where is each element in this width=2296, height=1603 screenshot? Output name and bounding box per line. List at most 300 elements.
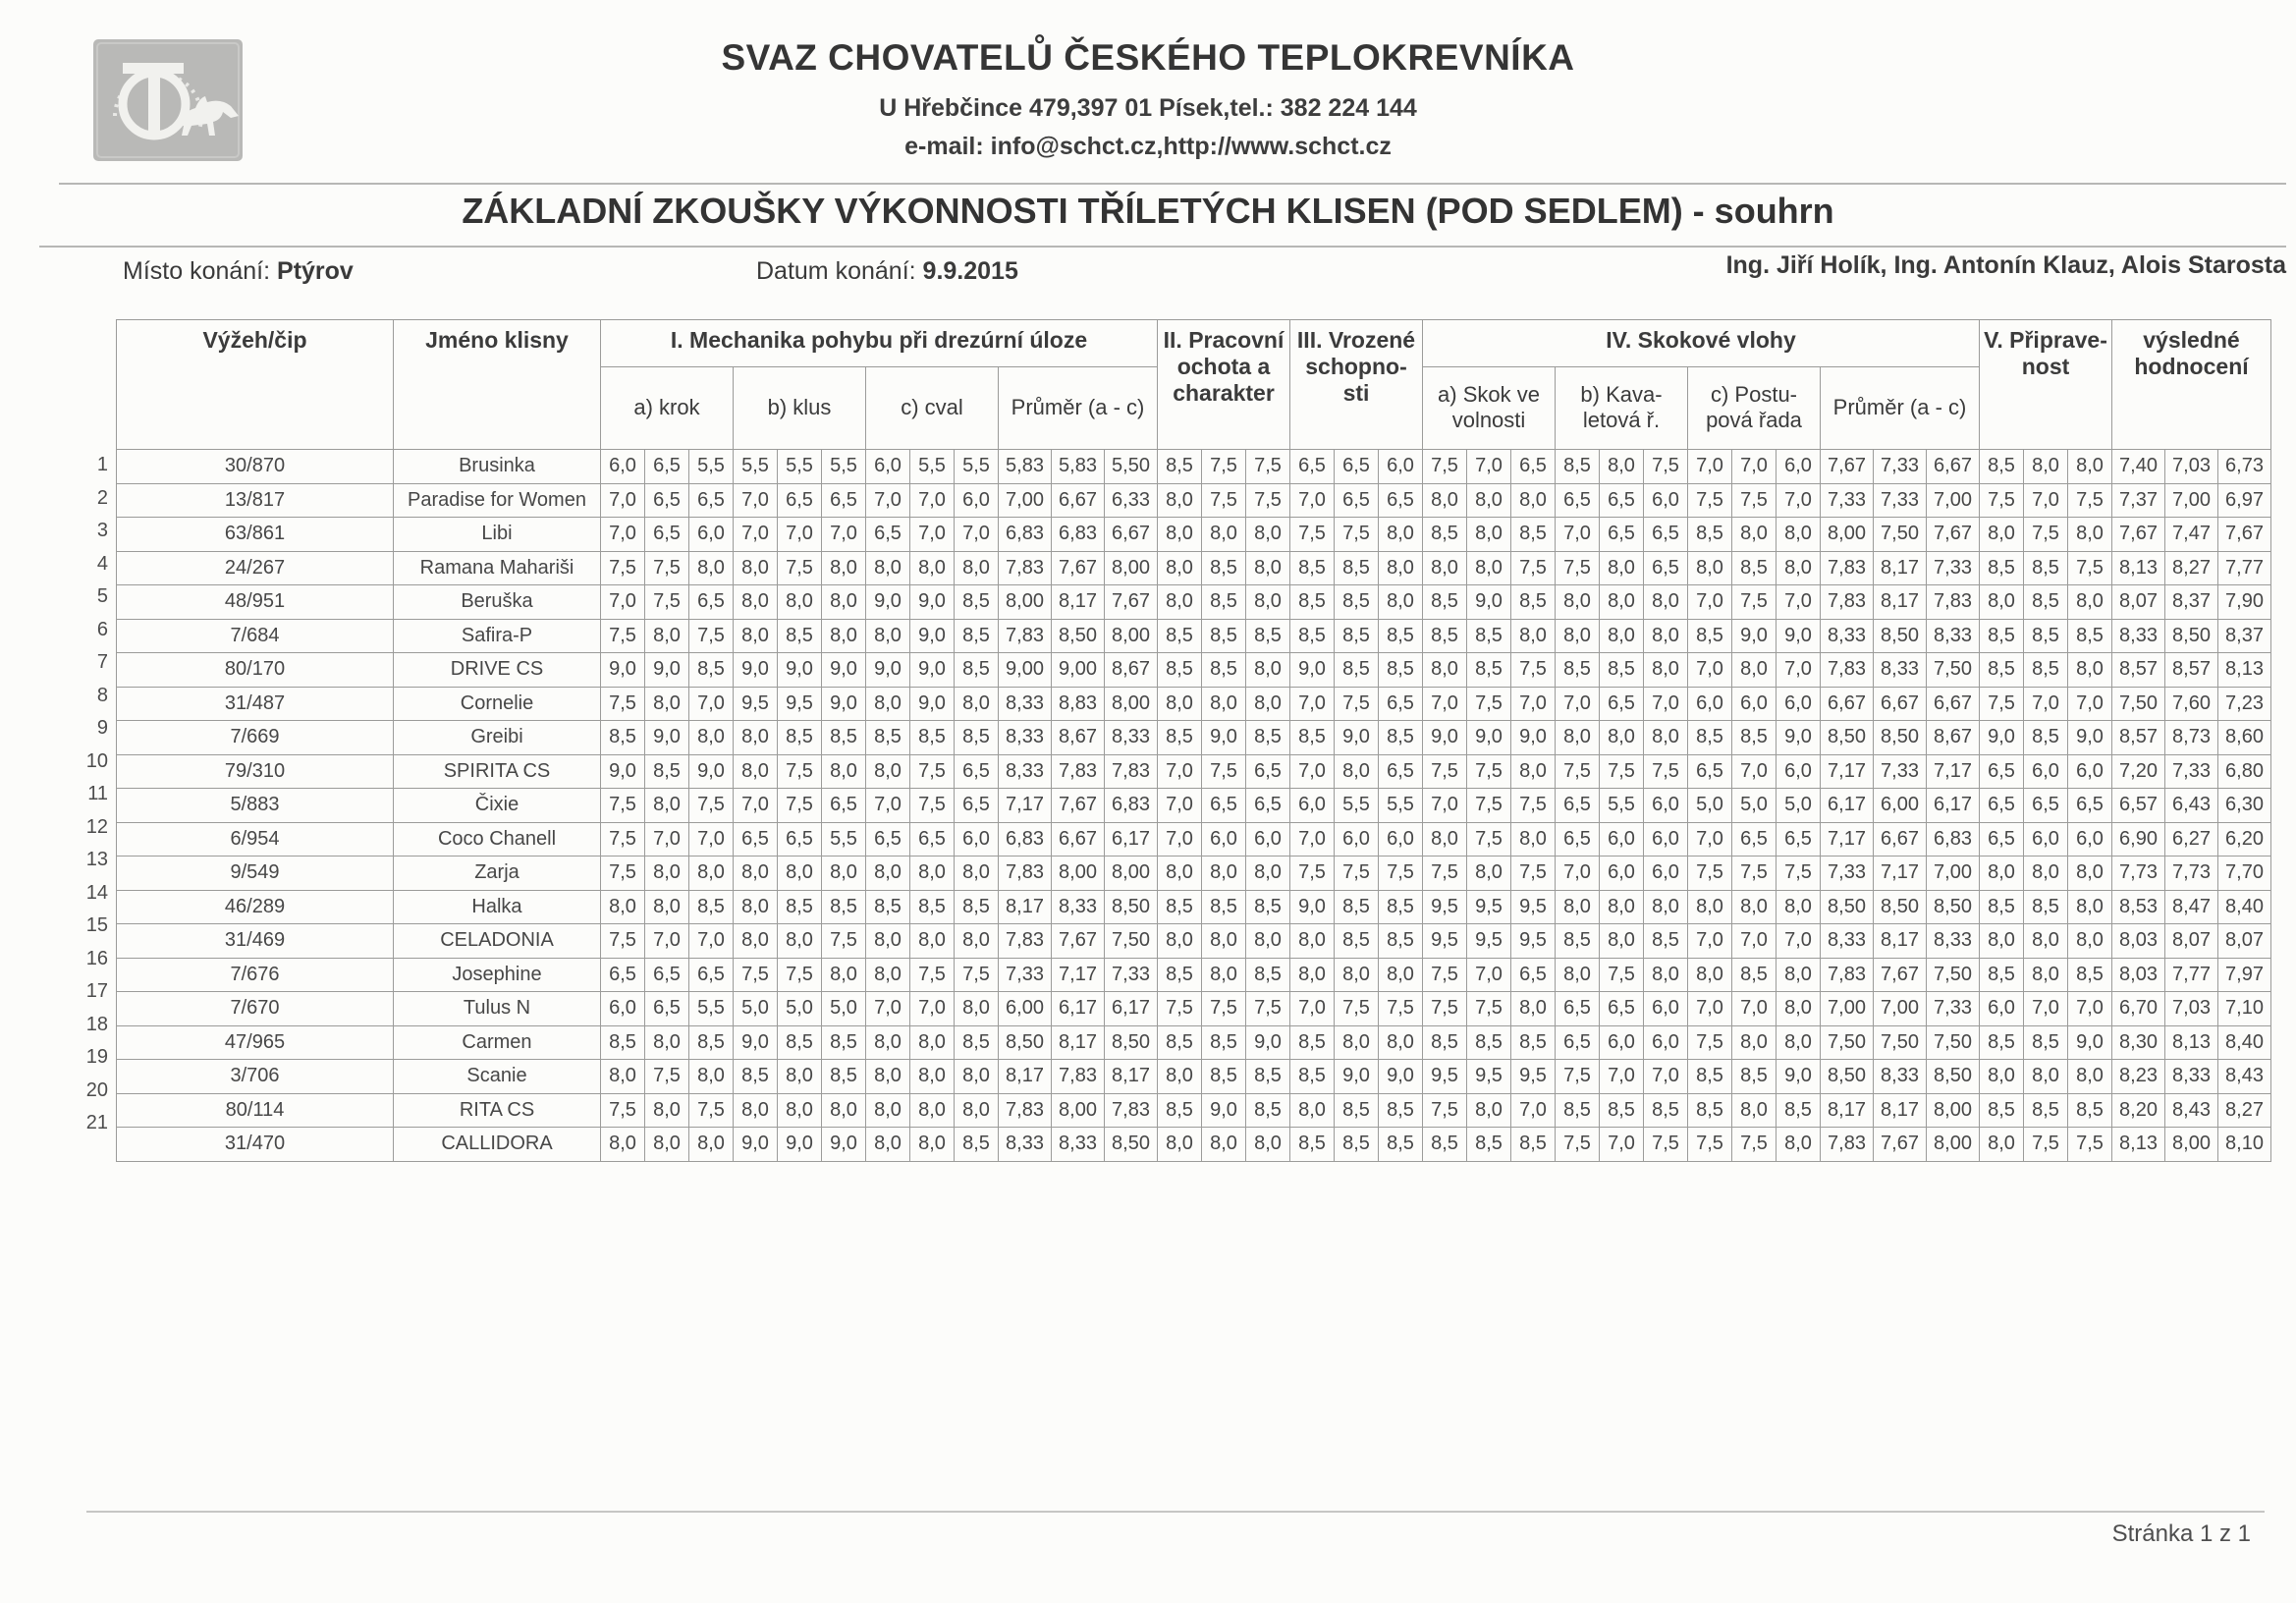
- cell-score-skok-2: 8,0: [1467, 1093, 1511, 1128]
- cell-score-II-1: 8,0: [1158, 483, 1202, 518]
- cell-score-V-2: 8,5: [2024, 721, 2068, 755]
- cell-score-kava-1: 7,5: [1556, 551, 1600, 585]
- cell-score-prum4-3: 8,33: [1927, 619, 1980, 653]
- cell-score-cval-3: 8,5: [955, 721, 999, 755]
- cell-score-prum1-1: 7,83: [999, 924, 1052, 959]
- cell-mare-name: Libi: [394, 518, 601, 552]
- org-name: SVAZ CHOVATELŮ ČESKÉHO TEPLOKREVNÍKA: [721, 37, 1575, 78]
- cell-score-skok-2: 9,5: [1467, 890, 1511, 924]
- cell-score-prum1-3: 6,83: [1105, 789, 1158, 823]
- results-table-header: [117, 320, 2271, 450]
- cell-score-skok-3: 8,5: [1511, 518, 1556, 552]
- col-header-vyzeh: Výžeh/čip: [117, 320, 394, 450]
- cell-score-III-2: 8,5: [1335, 551, 1379, 585]
- cell-score-cval-2: 5,5: [910, 450, 955, 484]
- cell-score-postup-2: 7,5: [1732, 857, 1777, 891]
- cell-score-kava-3: 6,0: [1644, 1025, 1688, 1060]
- cell-score-skok-3: 7,5: [1511, 789, 1556, 823]
- cell-score-kava-2: 8,0: [1600, 924, 1644, 959]
- cell-score-krok-3: 8,5: [689, 890, 734, 924]
- cell-score-prum4-1: 8,33: [1821, 619, 1874, 653]
- table-row: [117, 653, 2271, 688]
- cell-score-krok-2: 7,0: [645, 822, 689, 857]
- cell-score-vysledne-3: 8,10: [2218, 1128, 2271, 1162]
- cell-score-cval-2: 8,0: [910, 924, 955, 959]
- cell-score-V-2: 8,5: [2024, 1025, 2068, 1060]
- cell-score-kava-3: 8,0: [1644, 721, 1688, 755]
- cell-score-prum4-2: 7,33: [1874, 754, 1927, 789]
- row-number: 12: [85, 815, 108, 838]
- cell-score-postup-3: 8,0: [1777, 1025, 1821, 1060]
- cell-score-klus-1: 8,0: [734, 857, 778, 891]
- cell-score-postup-3: 8,0: [1777, 518, 1821, 552]
- cell-score-kava-1: 7,5: [1556, 754, 1600, 789]
- cell-score-skok-2: 9,0: [1467, 585, 1511, 620]
- cell-mare-name: Beruška: [394, 585, 601, 620]
- cell-score-prum4-1: 7,83: [1821, 585, 1874, 620]
- cell-score-V-2: 7,5: [2024, 518, 2068, 552]
- cell-score-kava-1: 8,0: [1556, 721, 1600, 755]
- cell-score-vysledne-2: 7,77: [2165, 958, 2218, 992]
- cell-score-II-3: 7,5: [1246, 450, 1290, 484]
- cell-score-skok-3: 7,0: [1511, 1093, 1556, 1128]
- cell-score-krok-1: 8,0: [601, 1060, 645, 1094]
- cell-score-krok-2: 8,0: [645, 1025, 689, 1060]
- cell-score-kava-2: 8,0: [1600, 890, 1644, 924]
- cell-score-prum1-2: 8,00: [1052, 1093, 1105, 1128]
- cell-score-postup-2: 8,0: [1732, 653, 1777, 688]
- cell-score-cval-3: 8,0: [955, 924, 999, 959]
- cell-score-kava-2: 6,5: [1600, 518, 1644, 552]
- cell-score-vysledne-2: 6,43: [2165, 789, 2218, 823]
- cell-score-klus-1: 7,0: [734, 483, 778, 518]
- cell-score-skok-1: 7,0: [1423, 789, 1467, 823]
- cell-score-krok-2: 8,5: [645, 754, 689, 789]
- cell-score-II-2: 8,5: [1202, 1025, 1246, 1060]
- cell-vyzeh-cip: 31/487: [117, 687, 394, 721]
- cell-score-vysledne-3: 8,13: [2218, 653, 2271, 688]
- cell-score-postup-3: 6,0: [1777, 450, 1821, 484]
- cell-score-kava-1: 7,0: [1556, 857, 1600, 891]
- table-row: [117, 754, 2271, 789]
- cell-score-klus-3: 7,5: [822, 924, 866, 959]
- cell-score-vysledne-2: 7,60: [2165, 687, 2218, 721]
- cell-score-postup-1: 8,5: [1688, 1060, 1732, 1094]
- table-row: [117, 857, 2271, 891]
- cell-score-krok-1: 6,5: [601, 958, 645, 992]
- cell-score-II-1: 7,0: [1158, 822, 1202, 857]
- col-header-cval: c) cval: [866, 367, 999, 450]
- cell-score-prum4-2: 8,33: [1874, 1060, 1927, 1094]
- cell-vyzeh-cip: 80/170: [117, 653, 394, 688]
- cell-score-kava-3: 6,0: [1644, 789, 1688, 823]
- cell-score-vysledne-3: 7,67: [2218, 518, 2271, 552]
- cell-score-klus-2: 5,0: [778, 992, 822, 1026]
- cell-score-V-1: 8,0: [1980, 1128, 2024, 1162]
- cell-score-prum4-2: 7,67: [1874, 1128, 1927, 1162]
- cell-score-vysledne-1: 7,40: [2112, 450, 2165, 484]
- cell-score-cval-2: 9,0: [910, 653, 955, 688]
- cell-mare-name: Zarja: [394, 857, 601, 891]
- cell-score-skok-1: 8,5: [1423, 1025, 1467, 1060]
- cell-score-III-2: 8,5: [1335, 924, 1379, 959]
- row-number: 11: [87, 783, 108, 804]
- cell-score-V-3: 8,0: [2068, 890, 2112, 924]
- cell-score-prum1-2: 7,83: [1052, 1060, 1105, 1094]
- row-number: 6: [96, 618, 108, 640]
- cell-score-skok-3: 7,0: [1511, 687, 1556, 721]
- cell-score-V-2: 8,5: [2024, 551, 2068, 585]
- cell-score-klus-3: 6,5: [822, 483, 866, 518]
- cell-score-postup-2: 7,5: [1732, 483, 1777, 518]
- row-number: 21: [85, 1112, 108, 1133]
- cell-score-III-2: 8,0: [1335, 1025, 1379, 1060]
- cell-score-cval-2: 7,5: [910, 958, 955, 992]
- cell-score-II-1: 8,0: [1158, 551, 1202, 585]
- cell-score-krok-1: 7,5: [601, 924, 645, 959]
- cell-score-prum4-1: 7,83: [1821, 1128, 1874, 1162]
- cell-score-prum4-1: 7,50: [1821, 1025, 1874, 1060]
- cell-mare-name: Scanie: [394, 1060, 601, 1094]
- cell-score-prum1-2: 7,17: [1052, 958, 1105, 992]
- cell-score-skok-2: 9,0: [1467, 721, 1511, 755]
- cell-mare-name: Čixie: [394, 789, 601, 823]
- cell-score-prum4-1: 7,83: [1821, 653, 1874, 688]
- cell-score-krok-2: 6,5: [645, 450, 689, 484]
- cell-score-prum1-3: 5,50: [1105, 450, 1158, 484]
- cell-score-skok-1: 8,0: [1423, 551, 1467, 585]
- cell-score-prum4-3: 7,67: [1927, 518, 1980, 552]
- place-label: Místo konání:: [123, 257, 271, 285]
- cell-score-kava-3: 8,0: [1644, 653, 1688, 688]
- cell-score-krok-1: 6,0: [601, 450, 645, 484]
- cell-score-prum4-1: 8,50: [1821, 1060, 1874, 1094]
- cell-score-skok-2: 8,0: [1467, 551, 1511, 585]
- cell-score-cval-2: 7,5: [910, 789, 955, 823]
- cell-score-krok-3: 6,5: [689, 585, 734, 620]
- cell-score-prum4-3: 6,83: [1927, 822, 1980, 857]
- cell-vyzeh-cip: 46/289: [117, 890, 394, 924]
- cell-score-cval-3: 8,0: [955, 1060, 999, 1094]
- cell-score-cval-3: 8,5: [955, 890, 999, 924]
- divider-under-title: [39, 246, 2286, 248]
- cell-score-cval-2: 8,5: [910, 721, 955, 755]
- cell-score-klus-2: 8,0: [778, 585, 822, 620]
- cell-mare-name: Carmen: [394, 1025, 601, 1060]
- cell-score-krok-3: 8,0: [689, 1060, 734, 1094]
- cell-score-vysledne-2: 7,73: [2165, 857, 2218, 891]
- cell-score-cval-3: 8,0: [955, 687, 999, 721]
- cell-score-vysledne-2: 8,33: [2165, 1060, 2218, 1094]
- cell-score-III-3: 6,5: [1379, 754, 1423, 789]
- row-number: 3: [96, 520, 108, 541]
- cell-score-II-3: 8,0: [1246, 551, 1290, 585]
- cell-score-vysledne-1: 8,30: [2112, 1025, 2165, 1060]
- cell-score-V-1: 8,5: [1980, 450, 2024, 484]
- cell-score-klus-1: 8,0: [734, 585, 778, 620]
- cell-score-postup-3: 9,0: [1777, 1060, 1821, 1094]
- cell-score-II-2: 6,0: [1202, 822, 1246, 857]
- cell-score-kava-3: 7,5: [1644, 1128, 1688, 1162]
- table-row: [117, 1060, 2271, 1094]
- cell-score-II-2: 8,5: [1202, 1060, 1246, 1094]
- cell-score-klus-2: 7,5: [778, 958, 822, 992]
- letterhead: [0, 0, 2296, 161]
- cell-score-klus-3: 8,5: [822, 721, 866, 755]
- cell-score-prum1-2: 8,33: [1052, 1128, 1105, 1162]
- cell-score-cval-2: 8,0: [910, 1093, 955, 1128]
- cell-vyzeh-cip: 80/114: [117, 1093, 394, 1128]
- cell-score-prum4-3: 7,33: [1927, 551, 1980, 585]
- cell-score-postup-1: 7,0: [1688, 924, 1732, 959]
- cell-score-kava-1: 8,5: [1556, 1093, 1600, 1128]
- col-header-kavaletova: b) Kava- letová ř.: [1556, 367, 1688, 450]
- cell-score-krok-3: 8,0: [689, 551, 734, 585]
- cell-score-prum4-1: 7,83: [1821, 958, 1874, 992]
- cell-score-vysledne-3: 8,40: [2218, 1025, 2271, 1060]
- cell-score-prum1-3: 8,00: [1105, 619, 1158, 653]
- cell-score-klus-1: 8,0: [734, 754, 778, 789]
- cell-score-vysledne-2: 8,13: [2165, 1025, 2218, 1060]
- cell-score-skok-2: 8,5: [1467, 1025, 1511, 1060]
- cell-score-II-3: 7,5: [1246, 483, 1290, 518]
- cell-score-V-1: 8,5: [1980, 958, 2024, 992]
- cell-score-krok-2: 9,0: [645, 721, 689, 755]
- cell-score-kava-2: 6,5: [1600, 687, 1644, 721]
- cell-score-skok-3: 9,0: [1511, 721, 1556, 755]
- cell-score-krok-3: 5,5: [689, 992, 734, 1026]
- cell-score-V-3: 8,0: [2068, 924, 2112, 959]
- cell-score-postup-2: 7,5: [1732, 585, 1777, 620]
- cell-score-III-1: 8,0: [1290, 924, 1335, 959]
- cell-score-kava-3: 7,0: [1644, 1060, 1688, 1094]
- col-header-group5: V. Připrave- nost: [1980, 320, 2112, 450]
- cell-score-cval-1: 8,5: [866, 721, 910, 755]
- cell-score-vysledne-3: 8,40: [2218, 890, 2271, 924]
- cell-score-kava-1: 8,0: [1556, 585, 1600, 620]
- cell-score-cval-3: 8,0: [955, 1093, 999, 1128]
- cell-score-cval-2: 9,0: [910, 687, 955, 721]
- cell-score-II-3: 6,5: [1246, 789, 1290, 823]
- cell-score-vysledne-3: 7,10: [2218, 992, 2271, 1026]
- cell-score-skok-3: 8,5: [1511, 1025, 1556, 1060]
- cell-vyzeh-cip: 6/954: [117, 822, 394, 857]
- cell-score-klus-1: 5,0: [734, 992, 778, 1026]
- cell-score-klus-2: 9,5: [778, 687, 822, 721]
- event-date: [756, 257, 1018, 286]
- cell-vyzeh-cip: 63/861: [117, 518, 394, 552]
- cell-score-klus-3: 8,0: [822, 958, 866, 992]
- cell-score-II-2: 8,5: [1202, 653, 1246, 688]
- cell-score-postup-1: 6,0: [1688, 687, 1732, 721]
- cell-score-klus-3: 6,5: [822, 789, 866, 823]
- cell-score-vysledne-1: 8,03: [2112, 958, 2165, 992]
- cell-score-III-1: 8,5: [1290, 585, 1335, 620]
- cell-score-III-3: 8,0: [1379, 958, 1423, 992]
- cell-score-III-2: 5,5: [1335, 789, 1379, 823]
- cell-score-postup-1: 7,0: [1688, 822, 1732, 857]
- cell-score-III-3: 8,5: [1379, 1128, 1423, 1162]
- cell-mare-name: Halka: [394, 890, 601, 924]
- cell-score-klus-1: 9,0: [734, 653, 778, 688]
- cell-score-III-1: 8,0: [1290, 958, 1335, 992]
- cell-score-cval-3: 8,0: [955, 857, 999, 891]
- cell-score-postup-3: 9,0: [1777, 721, 1821, 755]
- row-number: 1: [96, 454, 108, 475]
- cell-score-prum4-2: 7,17: [1874, 857, 1927, 891]
- place-value: Ptýrov: [277, 257, 354, 285]
- cell-score-III-2: 7,5: [1335, 992, 1379, 1026]
- cell-score-prum4-2: 8,17: [1874, 551, 1927, 585]
- cell-score-kava-2: 6,0: [1600, 857, 1644, 891]
- cell-score-V-3: 7,5: [2068, 551, 2112, 585]
- cell-score-skok-2: 7,5: [1467, 992, 1511, 1026]
- cell-score-kava-1: 8,5: [1556, 450, 1600, 484]
- cell-score-prum1-2: 8,83: [1052, 687, 1105, 721]
- cell-score-II-1: 8,5: [1158, 890, 1202, 924]
- cell-score-krok-2: 7,5: [645, 1060, 689, 1094]
- cell-score-prum4-1: 7,83: [1821, 551, 1874, 585]
- cell-score-V-2: 8,0: [2024, 924, 2068, 959]
- cell-score-cval-3: 8,5: [955, 653, 999, 688]
- org-email-web: e-mail: info@schct.cz,http://www.schct.cz: [904, 133, 1392, 160]
- cell-score-prum1-1: 7,83: [999, 1093, 1052, 1128]
- cell-score-skok-1: 7,0: [1423, 687, 1467, 721]
- cell-score-prum4-1: 8,50: [1821, 721, 1874, 755]
- cell-score-klus-2: 6,5: [778, 822, 822, 857]
- cell-score-skok-2: 8,0: [1467, 857, 1511, 891]
- cell-score-II-3: 8,5: [1246, 619, 1290, 653]
- cell-score-II-2: 8,0: [1202, 958, 1246, 992]
- cell-score-kava-1: 7,0: [1556, 687, 1600, 721]
- cell-score-prum4-3: 8,00: [1927, 1093, 1980, 1128]
- cell-score-III-1: 7,0: [1290, 483, 1335, 518]
- cell-score-II-2: 7,5: [1202, 754, 1246, 789]
- table-row: [117, 1025, 2271, 1060]
- cell-score-III-1: 8,5: [1290, 1128, 1335, 1162]
- cell-score-postup-2: 8,5: [1732, 1060, 1777, 1094]
- cell-score-klus-1: 8,0: [734, 551, 778, 585]
- cell-score-skok-1: 7,5: [1423, 992, 1467, 1026]
- cell-score-vysledne-2: 8,00: [2165, 1128, 2218, 1162]
- cell-score-krok-3: 6,5: [689, 483, 734, 518]
- cell-score-prum4-2: 7,67: [1874, 958, 1927, 992]
- cell-score-vysledne-3: 7,70: [2218, 857, 2271, 891]
- row-number: 19: [85, 1046, 108, 1068]
- cell-score-prum4-3: 8,67: [1927, 721, 1980, 755]
- cell-score-vysledne-2: 8,50: [2165, 619, 2218, 653]
- cell-score-prum1-2: 8,17: [1052, 585, 1105, 620]
- cell-score-klus-3: 5,5: [822, 450, 866, 484]
- cell-score-vysledne-2: 8,37: [2165, 585, 2218, 620]
- cell-vyzeh-cip: 79/310: [117, 754, 394, 789]
- cell-score-cval-1: 6,0: [866, 450, 910, 484]
- cell-score-skok-2: 8,5: [1467, 1128, 1511, 1162]
- cell-score-krok-1: 7,0: [601, 585, 645, 620]
- cell-score-krok-1: 7,0: [601, 518, 645, 552]
- cell-score-prum1-3: 7,83: [1105, 1093, 1158, 1128]
- cell-score-klus-3: 5,0: [822, 992, 866, 1026]
- cell-score-prum1-3: 8,00: [1105, 857, 1158, 891]
- cell-score-cval-2: 8,0: [910, 551, 955, 585]
- cell-score-III-3: 6,5: [1379, 483, 1423, 518]
- cell-score-II-1: 8,5: [1158, 1025, 1202, 1060]
- cell-score-prum1-1: 7,83: [999, 857, 1052, 891]
- cell-score-klus-2: 8,0: [778, 1093, 822, 1128]
- cell-score-III-3: 8,0: [1379, 551, 1423, 585]
- cell-score-klus-2: 8,5: [778, 890, 822, 924]
- cell-score-prum1-2: 8,00: [1052, 857, 1105, 891]
- cell-vyzeh-cip: 3/706: [117, 1060, 394, 1094]
- cell-score-V-1: 8,0: [1980, 924, 2024, 959]
- cell-score-III-2: 8,5: [1335, 585, 1379, 620]
- cell-score-postup-3: 5,0: [1777, 789, 1821, 823]
- table-row: [117, 450, 2271, 484]
- cell-score-III-2: 8,5: [1335, 653, 1379, 688]
- cell-score-klus-2: 8,0: [778, 857, 822, 891]
- cell-score-vysledne-2: 8,47: [2165, 890, 2218, 924]
- cell-score-prum1-2: 7,67: [1052, 789, 1105, 823]
- cell-score-postup-3: 7,0: [1777, 653, 1821, 688]
- cell-score-V-2: 7,5: [2024, 1128, 2068, 1162]
- cell-score-prum4-2: 8,50: [1874, 721, 1927, 755]
- cell-score-klus-2: 7,5: [778, 754, 822, 789]
- row-number-gutter: [77, 449, 108, 1140]
- cell-score-II-2: 9,0: [1202, 721, 1246, 755]
- cell-score-vysledne-2: 7,03: [2165, 450, 2218, 484]
- cell-score-vysledne-3: 8,07: [2218, 924, 2271, 959]
- cell-score-postup-2: 8,5: [1732, 551, 1777, 585]
- cell-score-postup-2: 8,5: [1732, 958, 1777, 992]
- cell-score-prum4-1: 8,17: [1821, 1093, 1874, 1128]
- cell-score-klus-1: 8,0: [734, 890, 778, 924]
- cell-score-skok-1: 7,5: [1423, 754, 1467, 789]
- cell-score-vysledne-2: 8,57: [2165, 653, 2218, 688]
- cell-score-skok-1: 7,5: [1423, 958, 1467, 992]
- cell-score-prum1-2: 9,00: [1052, 653, 1105, 688]
- row-number: 20: [85, 1078, 108, 1101]
- cell-score-skok-3: 8,5: [1511, 585, 1556, 620]
- org-address: U Hřebčince 479,397 01 Písek,tel.: 382 224 144: [879, 94, 1417, 122]
- cell-score-postup-2: 7,0: [1732, 992, 1777, 1026]
- cell-score-prum4-1: 7,17: [1821, 754, 1874, 789]
- cell-score-postup-3: 8,0: [1777, 890, 1821, 924]
- cell-score-prum4-2: 7,50: [1874, 518, 1927, 552]
- cell-score-krok-3: 7,5: [689, 789, 734, 823]
- cell-score-cval-1: 8,0: [866, 1093, 910, 1128]
- cell-score-postup-3: 7,0: [1777, 585, 1821, 620]
- cell-score-III-3: 7,5: [1379, 857, 1423, 891]
- cell-score-prum1-3: 8,17: [1105, 1060, 1158, 1094]
- cell-score-prum4-1: 6,17: [1821, 789, 1874, 823]
- cell-score-III-1: 8,5: [1290, 551, 1335, 585]
- cell-score-kava-3: 8,0: [1644, 890, 1688, 924]
- cell-score-II-2: 8,0: [1202, 857, 1246, 891]
- cell-score-prum4-3: 6,67: [1927, 450, 1980, 484]
- cell-score-V-3: 7,0: [2068, 992, 2112, 1026]
- divider-top: [59, 183, 2286, 185]
- cell-score-V-1: 9,0: [1980, 721, 2024, 755]
- cell-score-postup-2: 8,0: [1732, 518, 1777, 552]
- cell-score-prum1-1: 6,83: [999, 822, 1052, 857]
- cell-score-II-1: 8,5: [1158, 653, 1202, 688]
- cell-score-krok-1: 8,0: [601, 1128, 645, 1162]
- cell-score-prum4-3: 7,00: [1927, 483, 1980, 518]
- cell-score-prum1-3: 8,50: [1105, 1128, 1158, 1162]
- row-number: 16: [85, 947, 108, 969]
- cell-score-skok-2: 8,0: [1467, 483, 1511, 518]
- cell-score-V-3: 8,0: [2068, 518, 2112, 552]
